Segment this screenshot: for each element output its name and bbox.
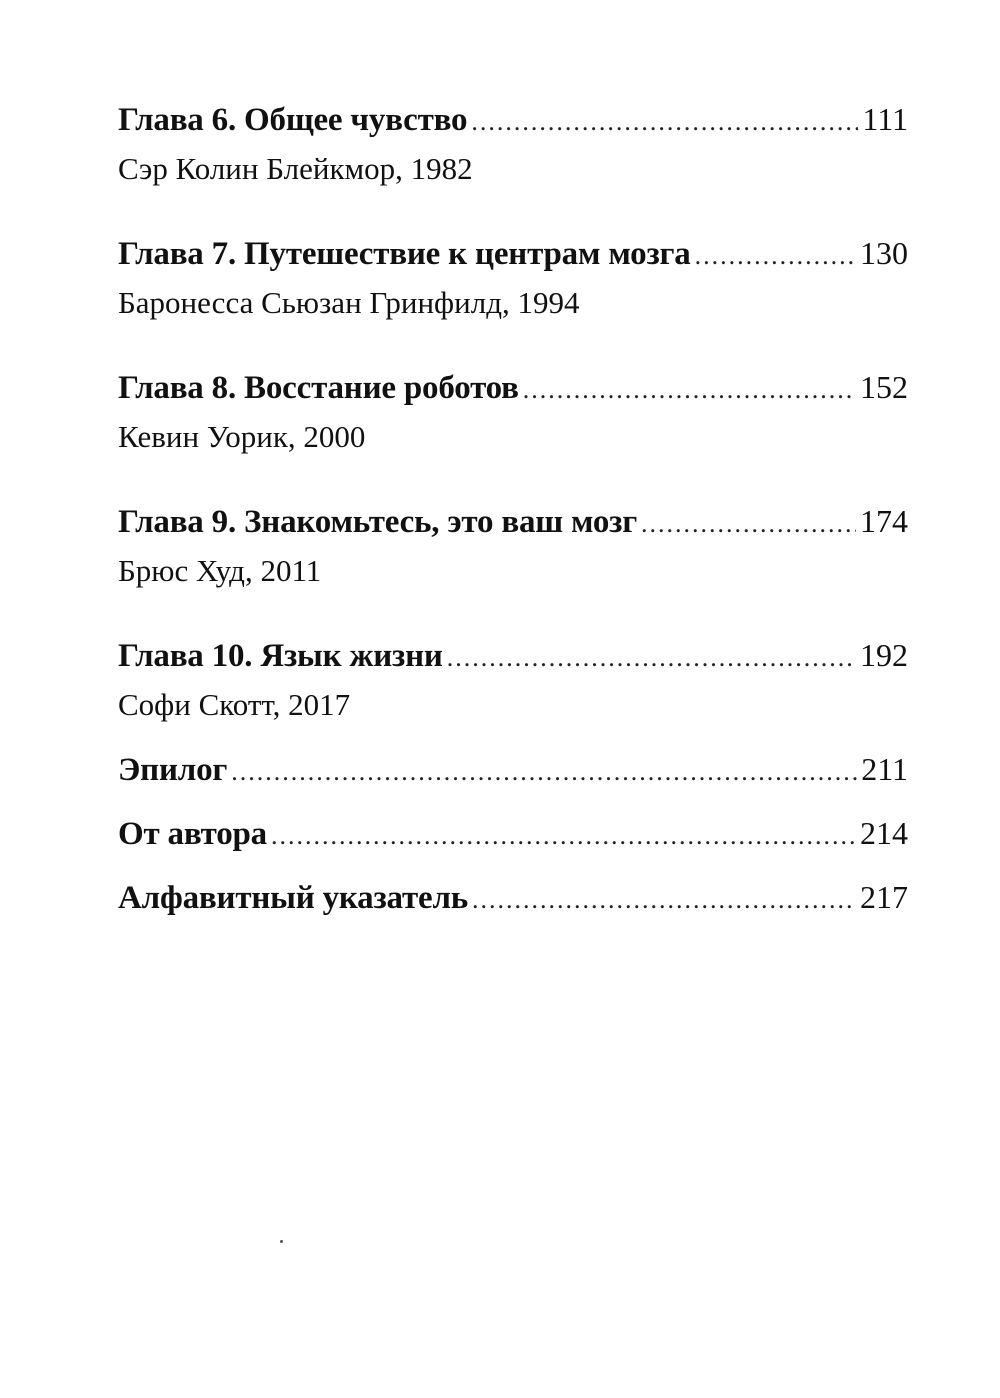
section-title: Эпилог (118, 752, 228, 788)
dot-leader (695, 233, 856, 279)
toc-line (118, 364, 908, 410)
dot-leader (271, 813, 856, 859)
dot-leader (231, 749, 857, 795)
toc-line (118, 96, 908, 142)
toc-line (118, 632, 908, 678)
toc-line (118, 498, 908, 544)
chapter-author: Кевин Уорик, 2000 (118, 419, 366, 454)
page-number: 192 (860, 637, 908, 673)
dot-leader (523, 367, 856, 413)
chapter-author: Баронесса Сьюзан Гринфилд, 1994 (118, 285, 580, 320)
page-number: 111 (862, 101, 908, 137)
toc-entry-chapter-10[interactable] (118, 632, 908, 728)
toc-entry-chapter-7[interactable] (118, 230, 908, 326)
chapter-author: Софи Скотт, 2017 (118, 687, 351, 722)
print-speck (280, 1240, 283, 1243)
dot-leader (641, 501, 856, 547)
chapter-title: Глава 10. Язык жизни (118, 638, 443, 674)
toc-entry-chapter-9[interactable] (118, 498, 908, 594)
dot-leader (471, 99, 858, 145)
page-number: 130 (860, 235, 908, 271)
chapter-title: Глава 9. Знакомьтесь, это ваш мозг (118, 504, 637, 540)
page-number: 152 (860, 369, 908, 405)
chapter-title: Глава 7. Путешествие к центрам мозга (118, 236, 691, 272)
page-number: 214 (860, 815, 908, 851)
page-number: 174 (860, 503, 908, 539)
chapter-author: Брюс Худ, 2011 (118, 553, 322, 588)
section-title: Алфавитный указатель (118, 880, 469, 916)
toc-entry-epilogue[interactable] (118, 746, 908, 792)
chapter-title: Глава 6. Общее чувство (118, 102, 468, 138)
toc-line (118, 874, 908, 920)
table-of-contents (118, 96, 908, 920)
page-number: 217 (860, 879, 908, 915)
toc-line (118, 810, 908, 856)
page-number: 211 (861, 751, 908, 787)
toc-line (118, 746, 908, 792)
section-title: От автора (118, 816, 267, 852)
toc-entry-from-author[interactable] (118, 810, 908, 856)
toc-entry-chapter-8[interactable] (118, 364, 908, 460)
dot-leader (472, 877, 856, 923)
chapter-author: Сэр Колин Блейкмор, 1982 (118, 151, 473, 186)
dot-leader (447, 635, 856, 681)
toc-entry-index[interactable] (118, 874, 908, 920)
toc-entry-chapter-6[interactable] (118, 96, 908, 192)
chapter-title: Глава 8. Восстание роботов (118, 370, 519, 406)
toc-line (118, 230, 908, 276)
